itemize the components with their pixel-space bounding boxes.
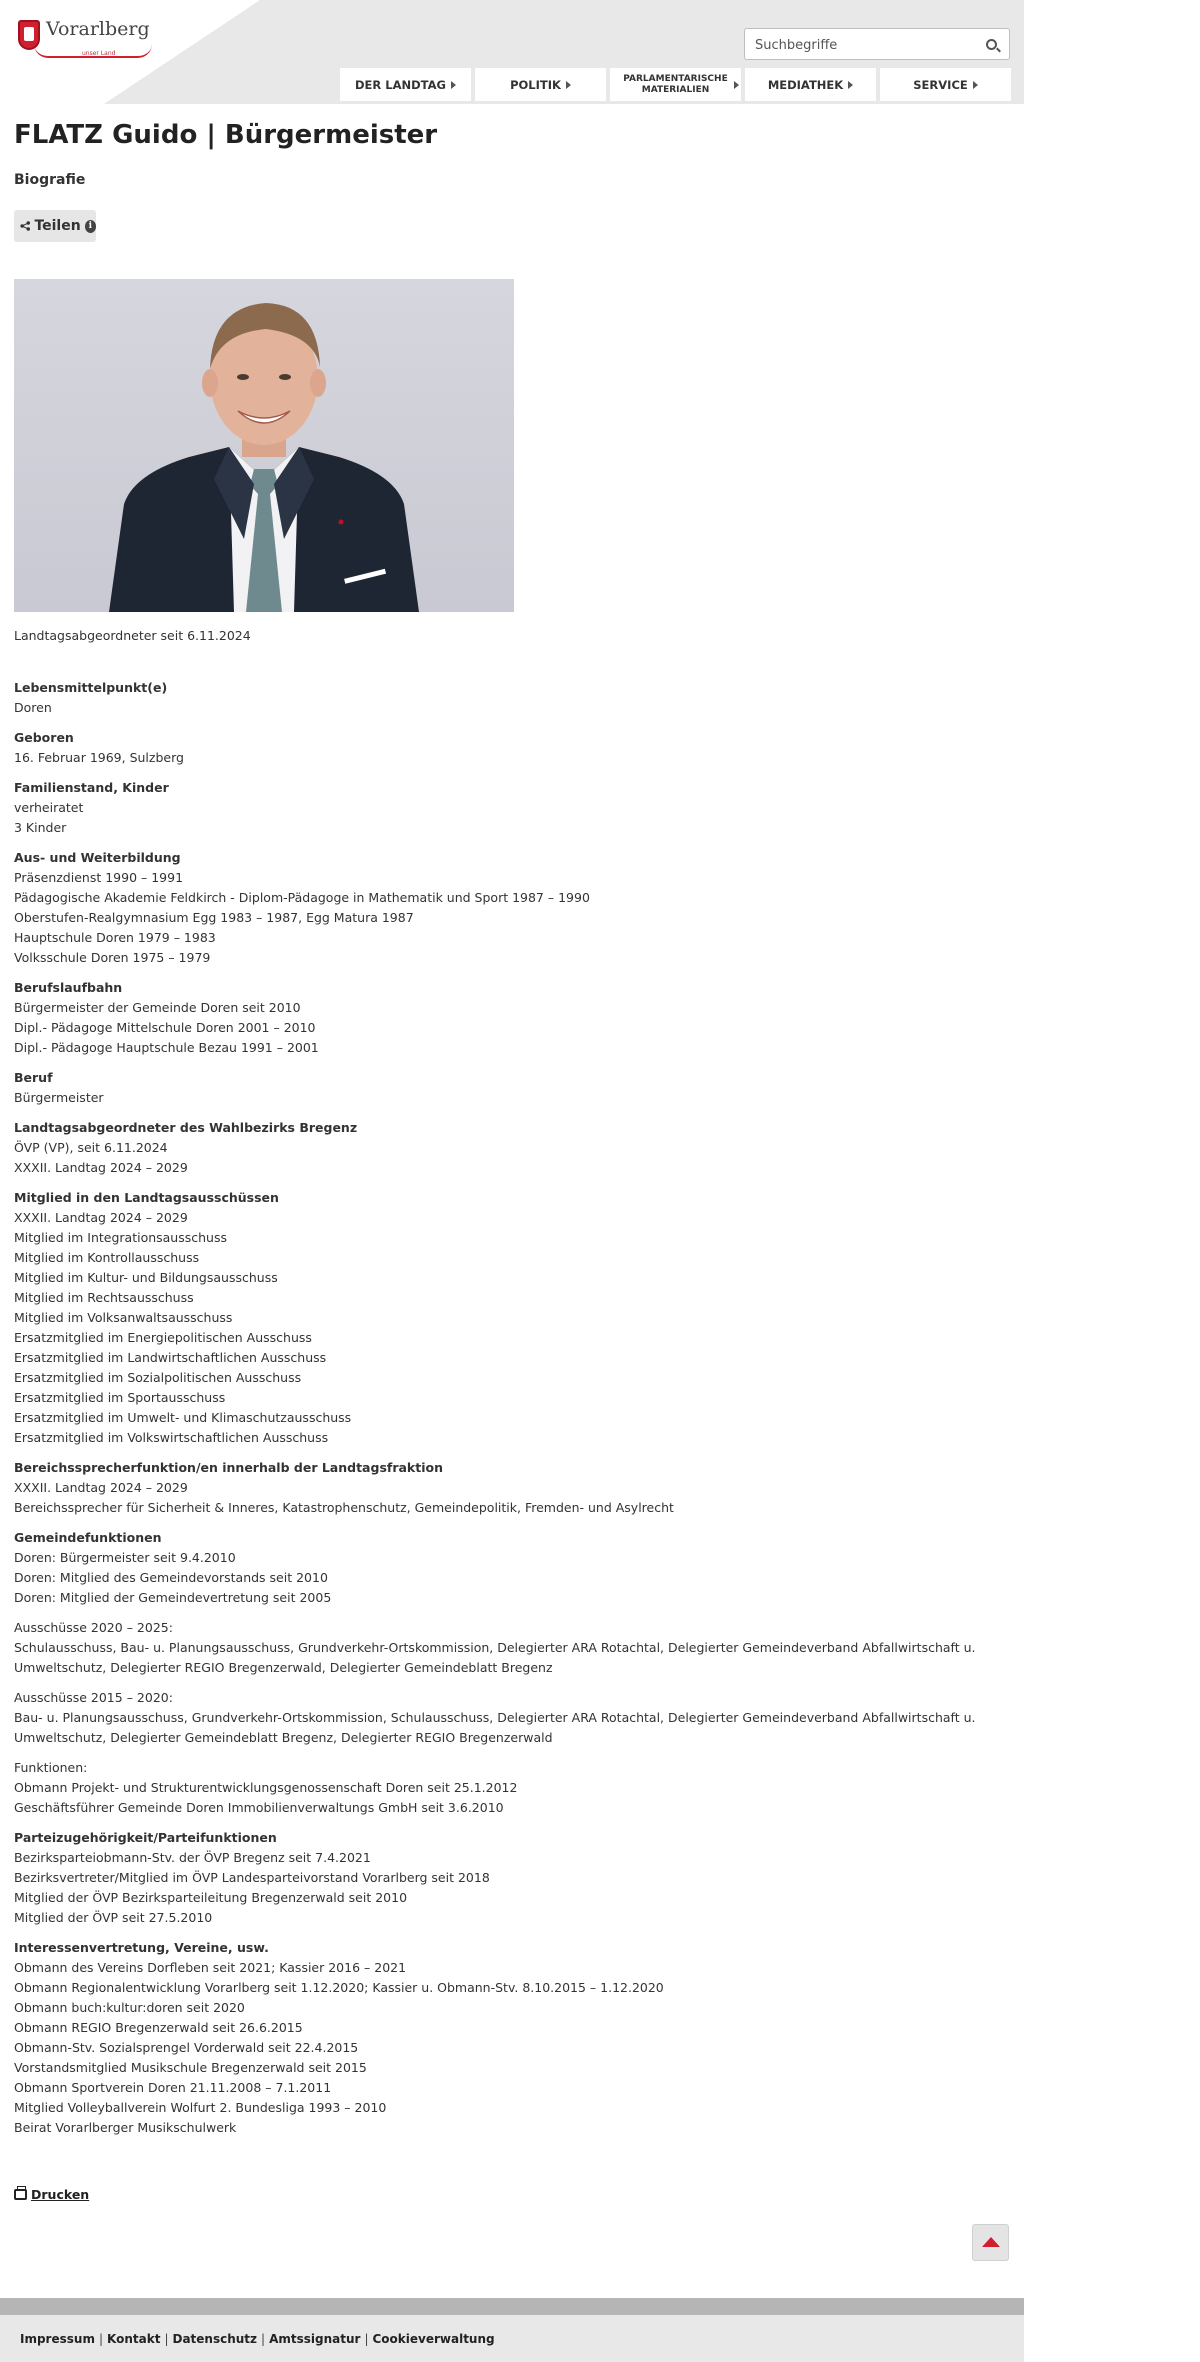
section-line: Ausschüsse 2020 – 2025:	[14, 1620, 173, 1635]
bio-section-ausbildung	[14, 848, 1004, 968]
section-line: Dipl.- Pädagoge Hauptschule Bezau 1991 – 2001	[14, 1040, 319, 1055]
bio-section-ausschuesse-2020	[14, 1618, 1004, 1678]
caret-right-icon	[848, 81, 853, 89]
section-line: Ersatzmitglied im Energiepolitischen Ausschuss	[14, 1330, 312, 1345]
bio-section-vereine	[14, 1938, 1004, 2138]
bio-section-berufslaufbahn	[14, 978, 1004, 1058]
section-heading: Beruf	[14, 1070, 53, 1085]
search-input[interactable]	[755, 35, 975, 55]
info-icon[interactable]: i	[85, 220, 96, 233]
print-label: Drucken	[31, 2187, 90, 2202]
section-line: Bau- u. Planungsausschuss, Grundverkehr-Ortskommission, Schulausschuss, Delegierter ARA Rotachtal, Delegierter Gemeindeverband Abfallwirtschaft u. Umweltschutz, Delegierter Gemeindeblatt Bregenz, Delegierter REGIO Bregenzerwald	[14, 1710, 976, 1745]
section-line: Obmann Regionalentwicklung Vorarlberg seit 1.12.2020; Kassier u. Obmann-Stv. 8.10.2015 – 1.12.2020	[14, 1980, 664, 1995]
nav-label: MEDIATHEK	[767, 77, 844, 92]
bio-section-ausschuesse-2015	[14, 1688, 1004, 1748]
section-line: Ersatzmitglied im Landwirtschaftlichen Ausschuss	[14, 1350, 327, 1365]
footer-link-cookieverwaltung[interactable]: Cookieverwaltung	[372, 2331, 495, 2346]
bio-section-geboren	[14, 728, 1004, 768]
section-line: Mitglied im Volksanwaltsausschuss	[14, 1310, 233, 1325]
share-icon	[20, 220, 30, 232]
nav-item-politik[interactable]	[475, 68, 606, 101]
section-line: Doren: Mitglied der Gemeindevertretung seit 2005	[14, 1590, 332, 1605]
bio-section-ausschuesse	[14, 1188, 1004, 1448]
section-line: Dipl.- Pädagoge Mittelschule Doren 2001 – 2010	[14, 1020, 316, 1035]
search-box	[744, 28, 1010, 60]
member-since: Landtagsabgeordneter seit 6.11.2024	[14, 628, 251, 643]
footer-separator: |	[164, 2331, 169, 2346]
section-heading: Interessenvertretung, Vereine, usw.	[14, 1940, 269, 1955]
page-title: FLATZ Guido | Bürgermeister	[14, 120, 438, 150]
nav-label: DER LANDTAG	[355, 77, 446, 92]
section-heading: Familienstand, Kinder	[14, 780, 169, 795]
nav-label: PARLAMENTARISCHE MATERIALIEN	[623, 73, 728, 95]
section-line: Hauptschule Doren 1979 – 1983	[14, 930, 216, 945]
section-line: Obmann Sportverein Doren 21.11.2008 – 7.1.2011	[14, 2080, 332, 2095]
printer-icon	[14, 2189, 27, 2200]
section-line: Doren: Mitglied des Gemeindevorstands seit 2010	[14, 1570, 328, 1585]
footer-separator: |	[364, 2331, 369, 2346]
logo-text: Vorarlberg	[46, 18, 150, 40]
section-line: Mitglied im Integrationsausschuss	[14, 1230, 228, 1245]
portrait-illustration	[14, 279, 514, 612]
section-line: Mitglied Volleyballverein Wolfurt 2. Bundesliga 1993 – 2010	[14, 2100, 387, 2115]
section-line: Schulausschuss, Bau- u. Planungsausschuss, Grundverkehr-Ortskommission, Delegierter ARA Rotachtal, Delegierter Gemeindeverband Abfallwirtschaft u. Umweltschutz, Delegierter REGIO Bregenzerwald, Delegierter Gemeindeblatt Bregenz	[14, 1640, 976, 1675]
nav-item-parlamentarische-materialien[interactable]	[610, 68, 741, 101]
section-heading: Geboren	[14, 730, 74, 745]
nav-item-der-landtag[interactable]	[340, 68, 471, 101]
section-heading: Berufslaufbahn	[14, 980, 123, 995]
nav-item-service[interactable]	[880, 68, 1011, 101]
footer-separator: |	[98, 2331, 103, 2346]
section-line: Ersatzmitglied im Volkswirtschaftlichen Ausschuss	[14, 1430, 329, 1445]
site-header	[0, 0, 1024, 104]
logo-sub: unser Land	[82, 50, 116, 57]
section-line: Mitglied der ÖVP Bezirksparteileitung Bregenzerwald seit 2010	[14, 1890, 408, 1905]
section-line: XXXII. Landtag 2024 – 2029	[14, 1480, 188, 1495]
vorarlberg-logo[interactable]	[10, 14, 150, 58]
section-line: Ersatzmitglied im Sozialpolitischen Ausschuss	[14, 1370, 302, 1385]
section-line: Volksschule Doren 1975 – 1979	[14, 950, 211, 965]
section-line: Vorstandsmitglied Musikschule Bregenzerwald seit 2015	[14, 2060, 367, 2075]
section-line: Bereichssprecher für Sicherheit & Inneres, Katastrophenschutz, Gemeindepolitik, Fremden- und Asylrecht	[14, 1500, 674, 1515]
bio-section-gemeindefunktionen	[14, 1528, 1004, 1608]
section-line: Ersatzmitglied im Umwelt- und Klimaschutzausschuss	[14, 1410, 352, 1425]
bio-section-familienstand	[14, 778, 1004, 838]
section-line: Bezirksparteiobmann-Stv. der ÖVP Bregenz seit 7.4.2021	[14, 1850, 371, 1865]
back-to-top-button[interactable]	[972, 2224, 1009, 2261]
section-heading: Gemeindefunktionen	[14, 1530, 162, 1545]
section-line: Präsenzdienst 1990 – 1991	[14, 870, 184, 885]
share-button[interactable]	[14, 210, 96, 242]
section-line: Obmann buch:kultur:doren seit 2020	[14, 2000, 245, 2015]
section-line: ÖVP (VP), seit 6.11.2024	[14, 1140, 168, 1155]
nav-label: POLITIK	[510, 77, 561, 92]
footer-link-datenschutz[interactable]: Datenschutz	[172, 2331, 258, 2346]
caret-right-icon	[973, 81, 978, 89]
section-line: Bürgermeister	[14, 1090, 104, 1105]
section-line: Ausschüsse 2015 – 2020:	[14, 1690, 173, 1705]
footer-link-amtssignatur[interactable]: Amtssignatur	[269, 2331, 361, 2346]
arrow-up-icon	[982, 2237, 1000, 2247]
section-line: XXXII. Landtag 2024 – 2029	[14, 1160, 188, 1175]
section-line: Obmann Projekt- und Strukturentwicklungsgenossenschaft Doren seit 25.1.2012	[14, 1780, 518, 1795]
section-heading: Landtagsabgeordneter des Wahlbezirks Bregenz	[14, 1120, 358, 1135]
section-line: Doren: Bürgermeister seit 9.4.2010	[14, 1550, 236, 1565]
section-line: Ersatzmitglied im Sportausschuss	[14, 1390, 226, 1405]
section-heading: Bereichssprecherfunktion/en innerhalb der Landtagsfraktion	[14, 1460, 443, 1475]
section-line: Mitglied der ÖVP seit 27.5.2010	[14, 1910, 213, 1925]
section-line: Obmann-Stv. Sozialsprengel Vorderwald seit 22.4.2015	[14, 2040, 359, 2055]
page-subtitle: Biografie	[14, 172, 86, 188]
section-line: Geschäftsführer Gemeinde Doren Immobilienverwaltungs GmbH seit 3.6.2010	[14, 1800, 504, 1815]
bio-section-funktionen	[14, 1758, 1004, 1818]
section-line: Bürgermeister der Gemeinde Doren seit 2010	[14, 1000, 301, 1015]
section-line: 3 Kinder	[14, 820, 67, 835]
section-line: Bezirksvertreter/Mitglied im ÖVP Landesparteivorstand Vorarlberg seit 2018	[14, 1870, 490, 1885]
section-line: Obmann des Vereins Dorfleben seit 2021; Kassier 2016 – 2021	[14, 1960, 407, 1975]
nav-item-mediathek[interactable]	[745, 68, 876, 101]
print-link[interactable]	[14, 2187, 89, 2202]
bio-section-partei	[14, 1828, 1004, 1928]
section-line: Mitglied im Kultur- und Bildungsausschuss	[14, 1270, 278, 1285]
section-line: XXXII. Landtag 2024 – 2029	[14, 1210, 188, 1225]
section-line: Oberstufen-Realgymnasium Egg 1983 – 1987, Egg Matura 1987	[14, 910, 414, 925]
caret-right-icon	[451, 81, 456, 89]
bio-section-beruf	[14, 1068, 1004, 1108]
section-line: 16. Februar 1969, Sulzberg	[14, 750, 184, 765]
footer-link-impressum[interactable]: Impressum	[20, 2331, 95, 2346]
search-icon[interactable]	[986, 39, 997, 50]
section-heading: Mitglied in den Landtagsausschüssen	[14, 1190, 279, 1205]
section-heading: Lebensmittelpunkt(e)	[14, 680, 168, 695]
share-label: Teilen	[34, 218, 81, 234]
section-heading: Parteizugehörigkeit/Parteifunktionen	[14, 1830, 277, 1845]
section-line: Obmann REGIO Bregenzerwald seit 26.6.2015	[14, 2020, 303, 2035]
section-line: Pädagogische Akademie Feldkirch - Diplom-Pädagoge in Mathematik und Sport 1987 – 1990	[14, 890, 590, 905]
bio-section-bereichssprecher	[14, 1458, 1004, 1518]
main-nav	[340, 68, 1011, 101]
site-footer	[0, 2315, 1024, 2362]
footer-bar	[0, 2298, 1024, 2315]
section-line: Funktionen:	[14, 1760, 88, 1775]
footer-link-kontakt[interactable]: Kontakt	[107, 2331, 161, 2346]
footer-separator: |	[261, 2331, 266, 2346]
bio-section-wahlbezirk	[14, 1118, 1004, 1178]
bio-section-lebensmittelpunkt	[14, 678, 1004, 718]
section-line: Mitglied im Kontrollausschuss	[14, 1250, 200, 1265]
section-line: verheiratet	[14, 800, 84, 815]
caret-right-icon	[734, 81, 739, 89]
section-line: Doren	[14, 700, 52, 715]
nav-label: SERVICE	[913, 77, 968, 92]
caret-right-icon	[566, 81, 571, 89]
biography	[14, 678, 1004, 2148]
section-line: Beirat Vorarlberger Musikschulwerk	[14, 2120, 237, 2135]
section-heading: Aus- und Weiterbildung	[14, 850, 181, 865]
section-line: Mitglied im Rechtsausschuss	[14, 1290, 194, 1305]
portrait-photo	[14, 279, 514, 612]
